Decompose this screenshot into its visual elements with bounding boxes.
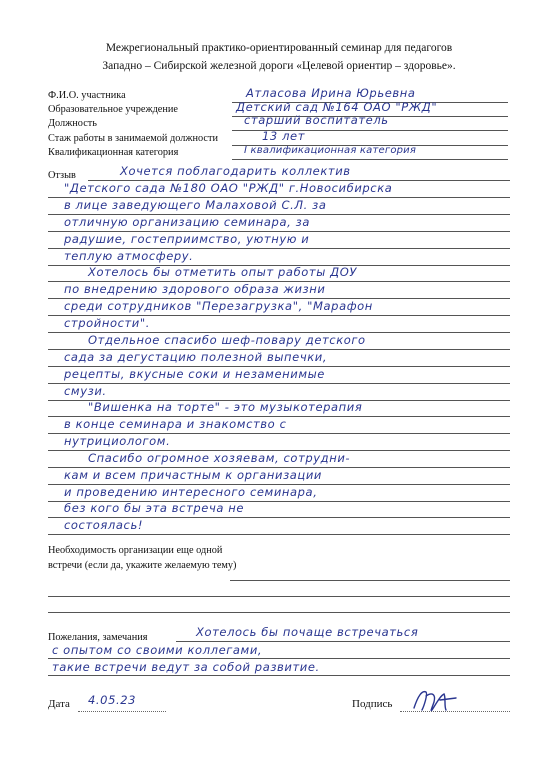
review-label: Отзыв <box>48 170 76 181</box>
review-writing-line <box>48 467 510 468</box>
review-writing-line <box>48 231 510 232</box>
review-line: состоялась! <box>64 518 144 532</box>
meeting-writing-line <box>48 596 510 597</box>
review-writing-line <box>48 383 510 384</box>
field-value-name: Атласова Ирина Юрьевна <box>246 86 416 100</box>
document-title-line-2: Западно – Сибирской железной дороги «Целевой ориентир – здоровье». <box>102 60 456 72</box>
review-line: смузи. <box>64 384 107 398</box>
review-writing-line <box>48 501 510 502</box>
wishes-writing-line <box>48 658 510 659</box>
review-line: среди сотрудников "Перезагрузка", "Марафон <box>64 299 373 313</box>
review-writing-line <box>48 349 510 350</box>
meeting-label: Необходимость организации еще одной встречи (если да, укажите желаемую тему) <box>48 545 237 571</box>
review-line: радушие, гостеприимство, уютную и <box>64 232 310 246</box>
review-writing-line <box>48 400 510 401</box>
review-line: по внедрению здорового образа жизни <box>64 282 326 296</box>
review-line: кам и всем причастным к организации <box>64 468 323 482</box>
review-line: и проведению интересного семинара, <box>64 485 318 499</box>
field-label-name: Ф.И.О. участника <box>48 90 126 101</box>
review-writing-line <box>48 416 510 417</box>
review-writing-line <box>48 281 510 282</box>
review-writing-line <box>48 298 510 299</box>
field-value-experience: 13 лет <box>262 129 306 143</box>
review-writing-line <box>48 484 510 485</box>
review-writing-line <box>48 315 510 316</box>
handwritten-signature <box>410 686 462 716</box>
date-value: 4.05.23 <box>88 693 137 707</box>
review-line: Отдельное спасибо шеф-повару детского <box>88 333 366 347</box>
wishes-writing-line <box>48 675 510 676</box>
review-line: стройности". <box>64 316 151 330</box>
review-line: теплую атмосферу. <box>64 249 194 263</box>
wishes-line: такие встречи ведут за собой развитие. <box>52 660 320 674</box>
review-line: "Вишенка на торте" - это музыкотерапия <box>88 400 363 414</box>
review-writing-line <box>48 534 510 535</box>
field-label-institution: Образовательное учреждение <box>48 104 178 115</box>
review-writing-line <box>48 248 510 249</box>
review-line: Хотелось бы отметить опыт работы ДОУ <box>88 265 357 279</box>
document-title-line-1: Межрегиональный практико-ориентированный семинар для педагогов <box>105 42 453 54</box>
field-label-category: Квалификационная категория <box>48 147 179 158</box>
wishes-writing-line <box>176 641 510 642</box>
field-label-experience: Стаж работы в занимаемой должности <box>48 133 219 144</box>
review-writing-line <box>88 180 510 181</box>
field-line <box>232 159 508 160</box>
review-writing-line <box>48 366 510 367</box>
review-writing-line <box>48 332 510 333</box>
review-line: "Детского сада №180 ОАО "РЖД" г.Новосибирска <box>64 181 393 195</box>
meeting-writing-line <box>230 580 510 581</box>
field-label-position: Должность <box>48 118 97 129</box>
signature-label: Подпись <box>352 698 393 710</box>
review-writing-line <box>48 265 510 266</box>
review-writing-line <box>48 433 510 434</box>
review-line: нутрициологом. <box>64 434 171 448</box>
date-label: Дата <box>48 698 70 710</box>
field-value-position: старший воспитатель <box>244 113 389 127</box>
field-value-institution: Детский сад №164 ОАО "РЖД" <box>236 100 438 114</box>
wishes-label: Пожелания, замечания <box>48 632 148 643</box>
wishes-line: Хотелось бы почаще встречаться <box>196 625 419 639</box>
review-line: Спасибо огромное хозяевам, сотрудни- <box>88 451 351 465</box>
review-line: отличную организацию семинара, за <box>64 215 310 229</box>
review-line: Хочется поблагодарить коллектив <box>120 164 351 178</box>
review-writing-line <box>48 214 510 215</box>
review-line: рецепты, вкусные соки и незаменимые <box>64 367 325 381</box>
review-writing-line <box>48 517 510 518</box>
review-writing-line <box>48 450 510 451</box>
review-writing-line <box>48 197 510 198</box>
date-line <box>78 711 166 712</box>
review-line: без кого бы эта встреча не <box>64 501 245 515</box>
review-line: сада за дегустацию полезной выпечки, <box>64 350 328 364</box>
field-value-category: I квалификационная категория <box>244 145 417 156</box>
review-line: в конце семинара и знакомство с <box>64 417 287 431</box>
wishes-line: с опытом со своими коллегами, <box>52 643 263 657</box>
review-line: в лице заведующего Малаховой С.Л. за <box>64 198 327 212</box>
meeting-writing-line <box>48 612 510 613</box>
